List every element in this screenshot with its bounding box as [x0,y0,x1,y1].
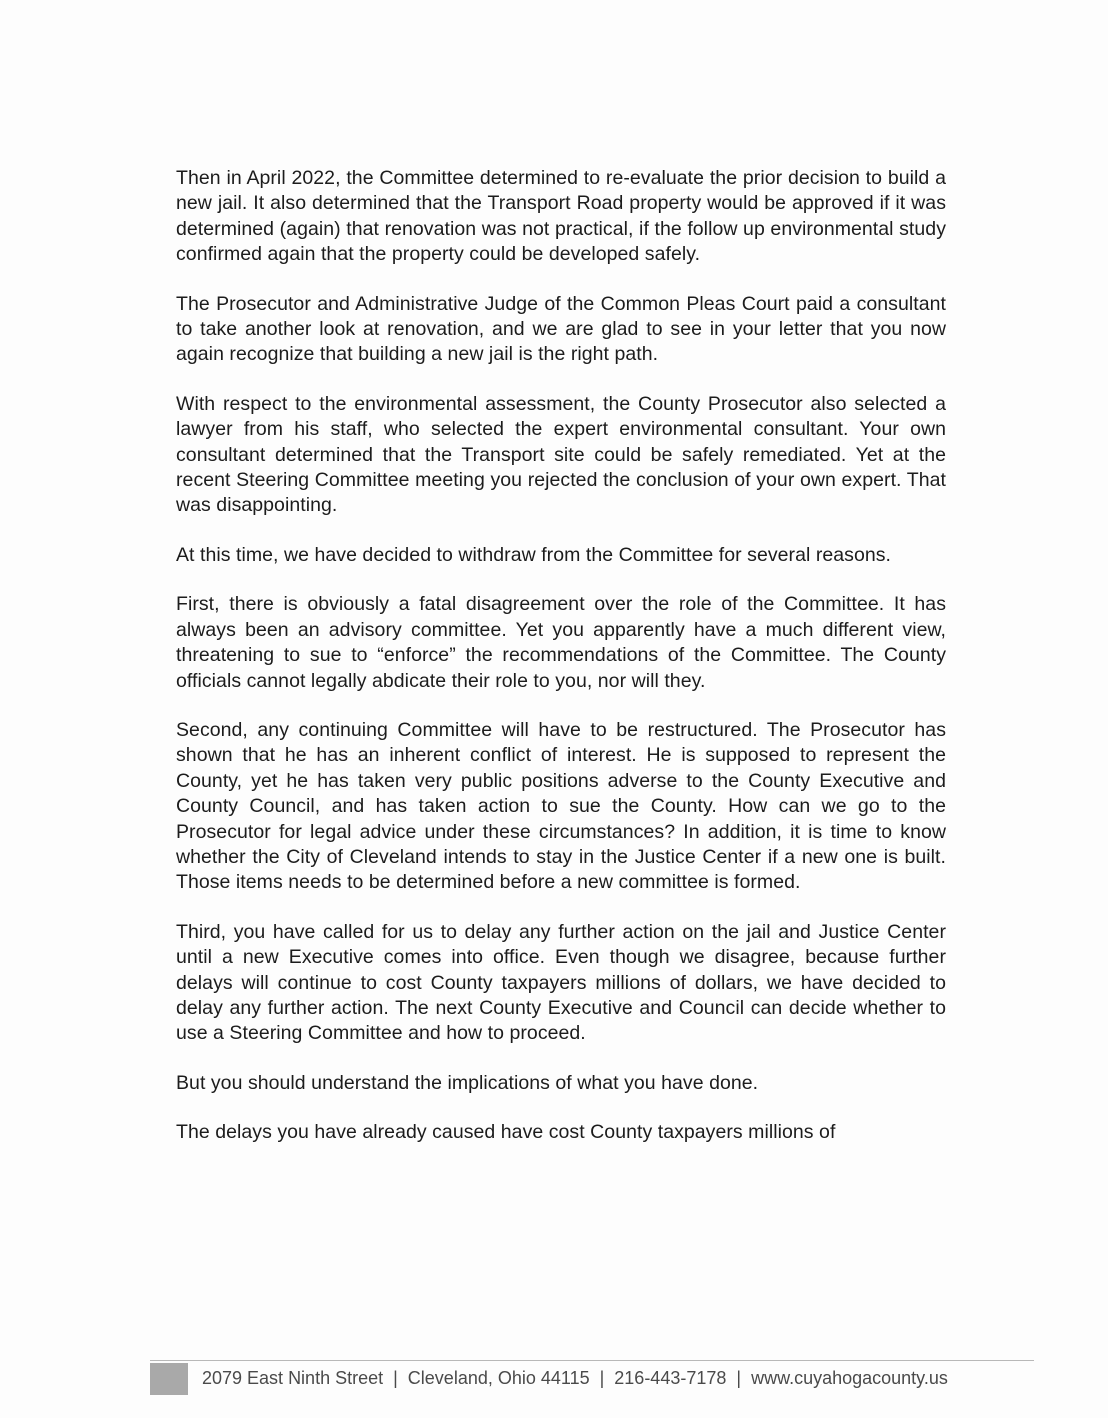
paragraph-second-reason: Second, any continuing Committee will have to be restructured. The Prosecutor has shown that he has an inherent conflict of interest. He is supposed to represent the County, yet he has taken very public positions adverse to the County Executive and County Council, and has taken action to sue the County. How can we go to the Prosecutor for legal advice under these circumstances? In addition, it is time to know whether the City of Cleveland intends to stay in the Justice Center if a new one is built. Those items needs to be determined before a new committee is formed. [176,718,946,894]
footer-separator: | [393,1368,398,1388]
paragraph-first-reason: First, there is obviously a fatal disagreement over the role of the Committee. It has always been an advisory committee. Yet you apparently have a much different view, threatening to sue to “enforce” the recommendations of the Committee. The County officials cannot legally abdicate their role to you, nor will they. [176,593,946,692]
paragraph-third-reason: Third, you have called for us to delay any further action on the jail and Justice Center until a new Executive comes into office. Even though we disagree, because further delays will continue to cost County taxpayers millions of dollars, we have decided to delay any further action. The next County Executive and Council can decide whether to use a Steering Committee and how to proceed. [176,920,946,1045]
paragraph-environmental-assessment: With respect to the environmental assessment, the County Prosecutor also selected a lawyer from his staff, who selected the expert environmental consultant. Your own consultant determined that the Transport site could be safely remediated. Yet at the recent Steering Committee meeting you rejected the conclusion of your own expert. That was disappointing. [176,392,946,517]
footer-gray-block [150,1363,188,1395]
footer-contact-line [202,1368,948,1389]
footer-website: www.cuyahogacounty.us [751,1368,948,1388]
paragraph-withdrawal: At this time, we have decided to withdraw from the Committee for several reasons. [176,543,892,566]
paragraph-implications: But you should understand the implications of what you have done. [176,1071,759,1094]
paragraph-committee-reevaluation: Then in April 2022, the Committee determined to re-evaluate the prior decision to build a new jail. It also determined that the Transport Road property would be approved if it was determined (again) that renovation was not practical, if the follow up environmental study confirmed again that the property could be developed safely. [176,167,946,266]
footer-phone: 216-443-7178 [614,1368,727,1388]
footer-city: Cleveland, Ohio 44115 [407,1368,590,1388]
paragraph-delays-cost: The delays you have already caused have cost County taxpayers millions of [176,1121,836,1144]
paragraph-renovation-consultant: The Prosecutor and Administrative Judge of the Common Pleas Court paid a consultant to take another look at renovation, and we are glad to see in your letter that you now again recognize that building a new jail is the right path. [176,292,946,366]
letter-body [176,166,946,1170]
footer-separator: | [599,1368,605,1388]
letterhead-footer [150,1360,1034,1396]
footer-divider [150,1360,1034,1361]
footer-address: 2079 East Ninth Street [202,1368,384,1388]
footer-separator: | [736,1368,742,1388]
